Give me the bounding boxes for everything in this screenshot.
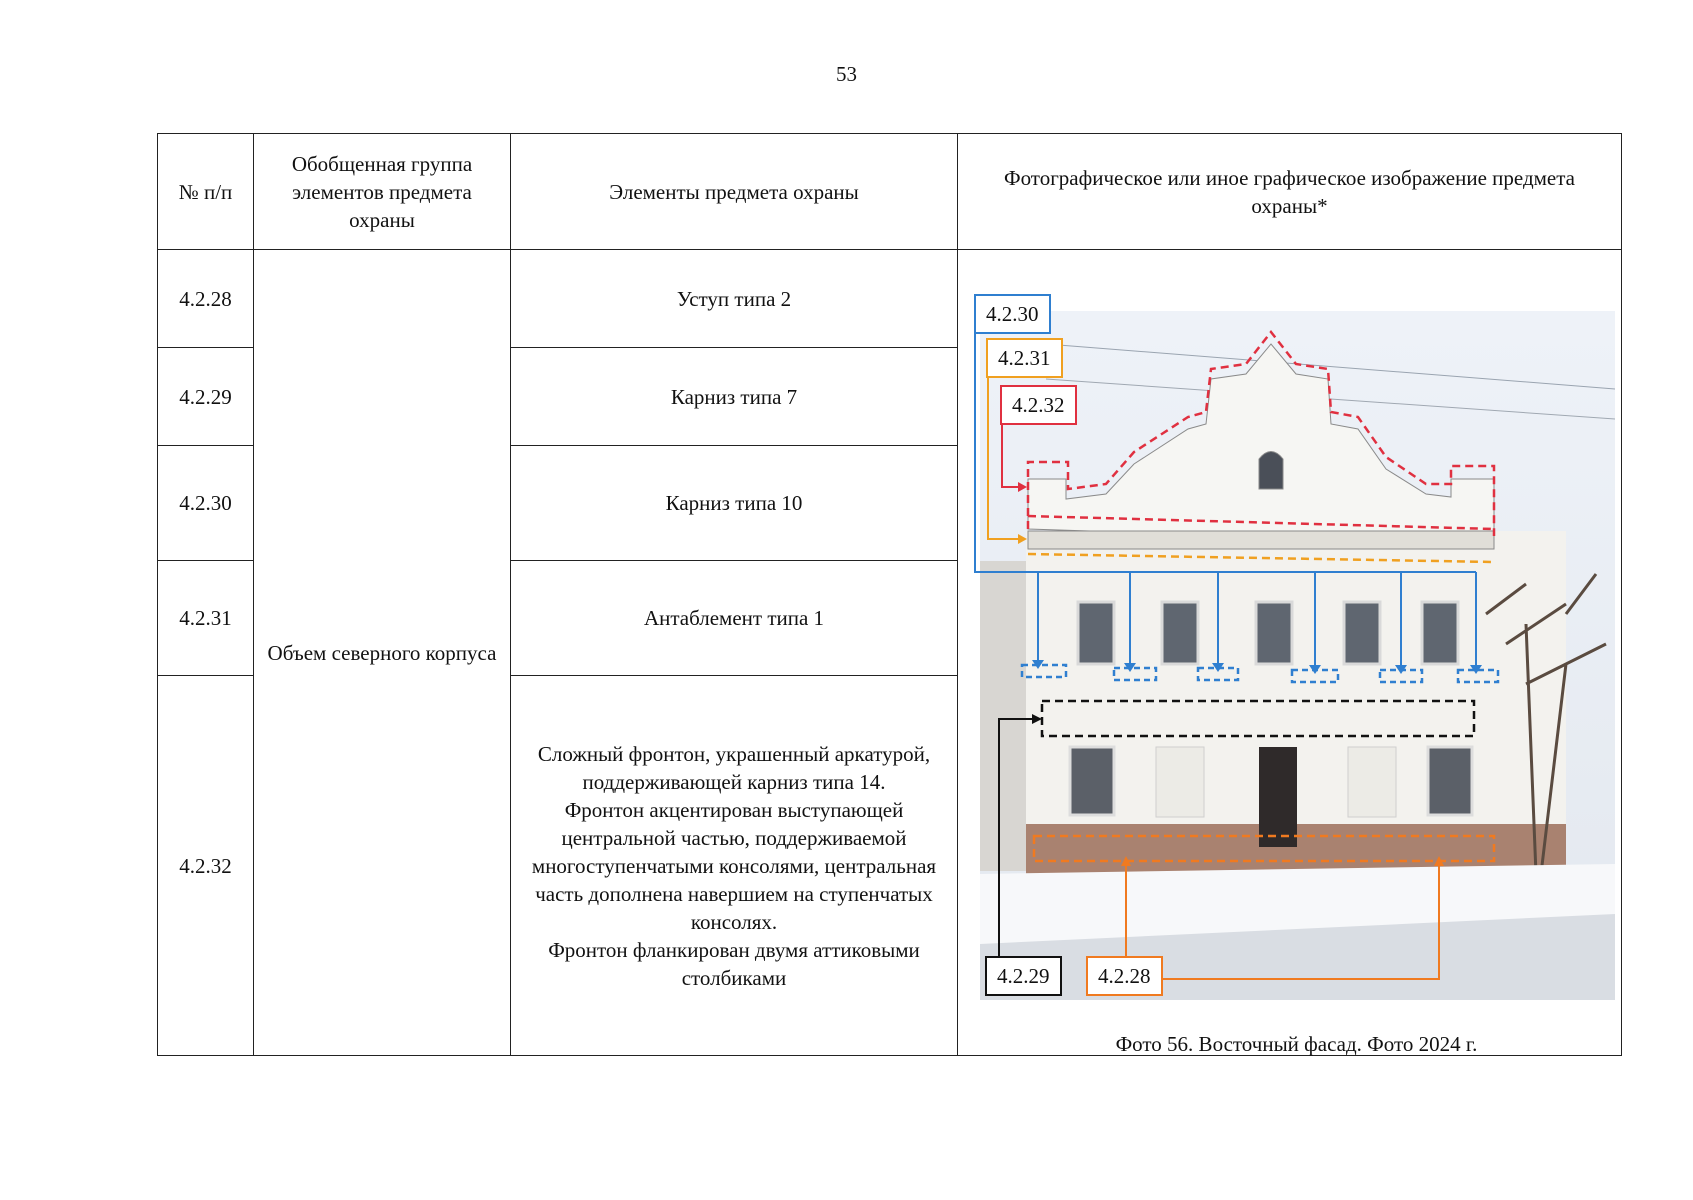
header-group: Обобщенная группа элементов предмета охраны	[254, 134, 511, 250]
row-element: Карниз типа 7	[511, 348, 958, 446]
header-elements: Элементы предмета охраны	[511, 134, 958, 250]
row-num: 4.2.29	[158, 348, 254, 446]
photo-caption: Фото 56. Восточный фасад. Фото 2024 г.	[1115, 1031, 1478, 1056]
blind-window	[1156, 747, 1204, 817]
lower-window	[1070, 747, 1114, 815]
table-row	[158, 250, 1622, 348]
table-header-row	[158, 134, 1622, 250]
callout-4-2-28: 4.2.28	[1086, 956, 1163, 996]
callout-4-2-30: 4.2.30	[974, 294, 1051, 334]
cornice-band	[1028, 531, 1494, 549]
row-num: 4.2.30	[158, 446, 254, 561]
lower-window	[1428, 747, 1472, 815]
row-element: Антаблемент типа 1	[511, 561, 958, 676]
group-label: Объем северного корпуса	[254, 250, 511, 1056]
callout-4-2-29: 4.2.29	[985, 956, 1062, 996]
header-photo: Фотографическое или иное графическое изображение предмета охраны*	[958, 134, 1622, 250]
facade-photo-panel	[966, 284, 1627, 1056]
row-element-description: Сложный фронтон, украшенный аркатурой, поддерживающей карниз типа 14. Фронтон акцентирован выступающей центральной частью, поддерживаемой многоступенчатыми консолями, центральная часть дополнена навершием на ступенчатых консолях. Фронтон фланкирован двумя аттиковыми столбиками	[511, 676, 958, 1056]
callout-4-2-31: 4.2.31	[986, 338, 1063, 378]
page-number: 53	[836, 62, 857, 86]
photo-cell	[958, 250, 1622, 1056]
blind-window	[1348, 747, 1396, 817]
row-element: Уступ типа 2	[511, 250, 958, 348]
attic-window	[1259, 451, 1283, 489]
row-num: 4.2.32	[158, 676, 254, 1056]
callout-4-2-32: 4.2.32	[1000, 385, 1077, 425]
protection-table	[157, 133, 1622, 1056]
entrance-door	[1259, 747, 1297, 847]
header-num: № п/п	[158, 134, 254, 250]
row-num: 4.2.28	[158, 250, 254, 348]
row-element: Карниз типа 10	[511, 446, 958, 561]
row-num: 4.2.31	[158, 561, 254, 676]
